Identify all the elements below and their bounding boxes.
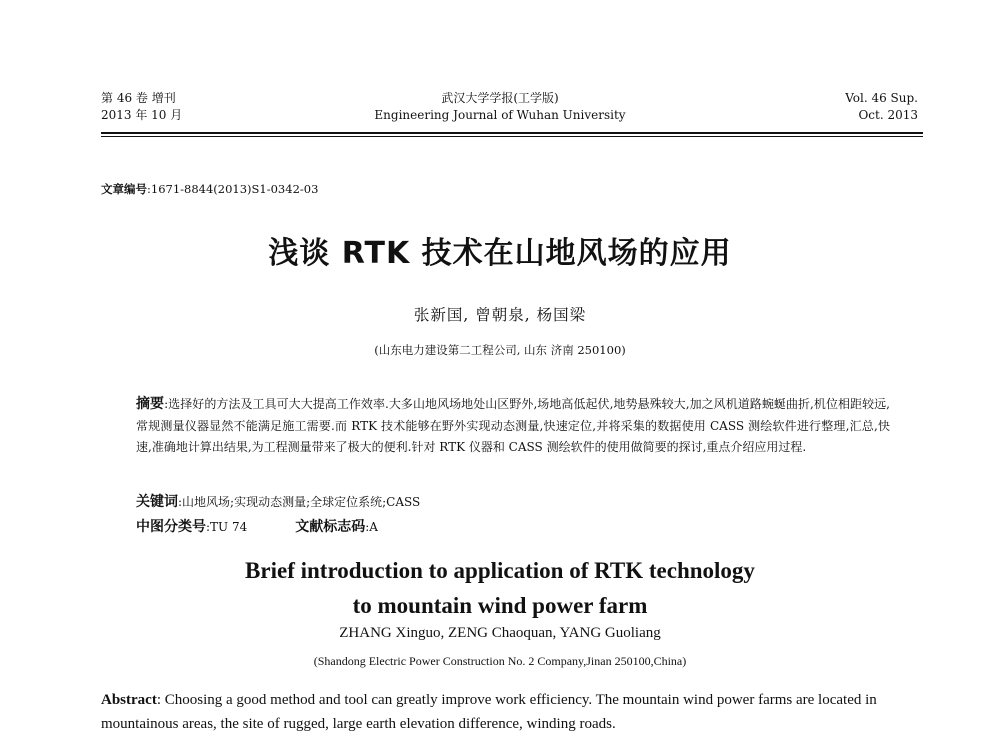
title-en-line1: Brief introduction to application of RTK technology [245,558,755,583]
journal-name-en: Engineering Journal of Wuhan University [374,108,626,122]
keywords-cn-text: :山地风场;实现动态测量;全球定位系统;CASS [178,495,421,509]
abstract-en-text: : Choosing a good method and tool can greatly improve work efficiency. The mountain wind power farms are located in mountainous areas, the site of rugged, large earth elevation difference, winding roads. [101,692,877,732]
journal-volume-date-en [845,90,918,124]
abstract-cn-label: 摘要 [136,396,165,412]
title-cn: 浅谈 RTK 技术在山地风场的应用 [268,236,732,271]
article-number-value: :1671-8844(2013)S1-0342-03 [147,182,319,196]
volume-label: 第 46 卷 增刊 [101,91,176,105]
article-number [101,181,318,197]
title-en [0,553,1000,623]
date-label: 2013 年 10 月 [101,108,183,122]
affiliation-en: (Shandong Electric Power Construction No. 2 Company,Jinan 250100,China) [313,654,687,668]
keywords-cn [136,493,420,511]
article-number-label: 文章编号 [101,182,147,196]
journal-name-cn: 武汉大学学报(工学版) [441,91,559,105]
affiliation-cn: (山东电力建设第二工程公司, 山东 济南 250100) [374,343,626,357]
clc-label: 中图分类号 [136,519,206,535]
abstract-cn-text: :选择好的方法及工具可大大提高工作效率.大多山地风场地处山区野外,场地高低起伏,地势悬殊较大,加之风机道路蜿蜒曲折,机位相距较远,常规测量仪器显然不能满足施工需要.而 RTK 技术能够在野外实现动态测量,快速定位,并将采集的数据使用 CASS 测绘软件进行整理,汇总,快速,准确地计算出结果,为工程测量带来了极大的便利.针对 RTK 仪器和 CASS 测绘软件的使用做简要的探讨,重点介绍应用过程. [136,397,890,454]
header-rule-thin [101,136,923,137]
abstract-cn [136,394,890,459]
date-label-en: Oct. 2013 [858,108,918,122]
doc-code-label: 文献标志码 [295,519,366,535]
abstract-en [101,688,923,736]
volume-label-en: Vol. 46 Sup. [845,91,918,105]
clc-value: :TU 74 [206,520,248,534]
header-rule-thick [101,132,923,134]
authors-cn: 张新国, 曾朝泉, 杨国梁 [413,306,587,324]
keywords-cn-label: 关键词 [136,494,178,510]
title-en-line2: to mountain wind power farm [352,593,648,618]
classification-row [136,518,378,536]
doc-code-value: :A [365,520,378,534]
authors-en: ZHANG Xinguo, ZENG Chaoquan, YANG Guoliang [339,625,661,641]
abstract-en-label: Abstract [101,692,157,708]
